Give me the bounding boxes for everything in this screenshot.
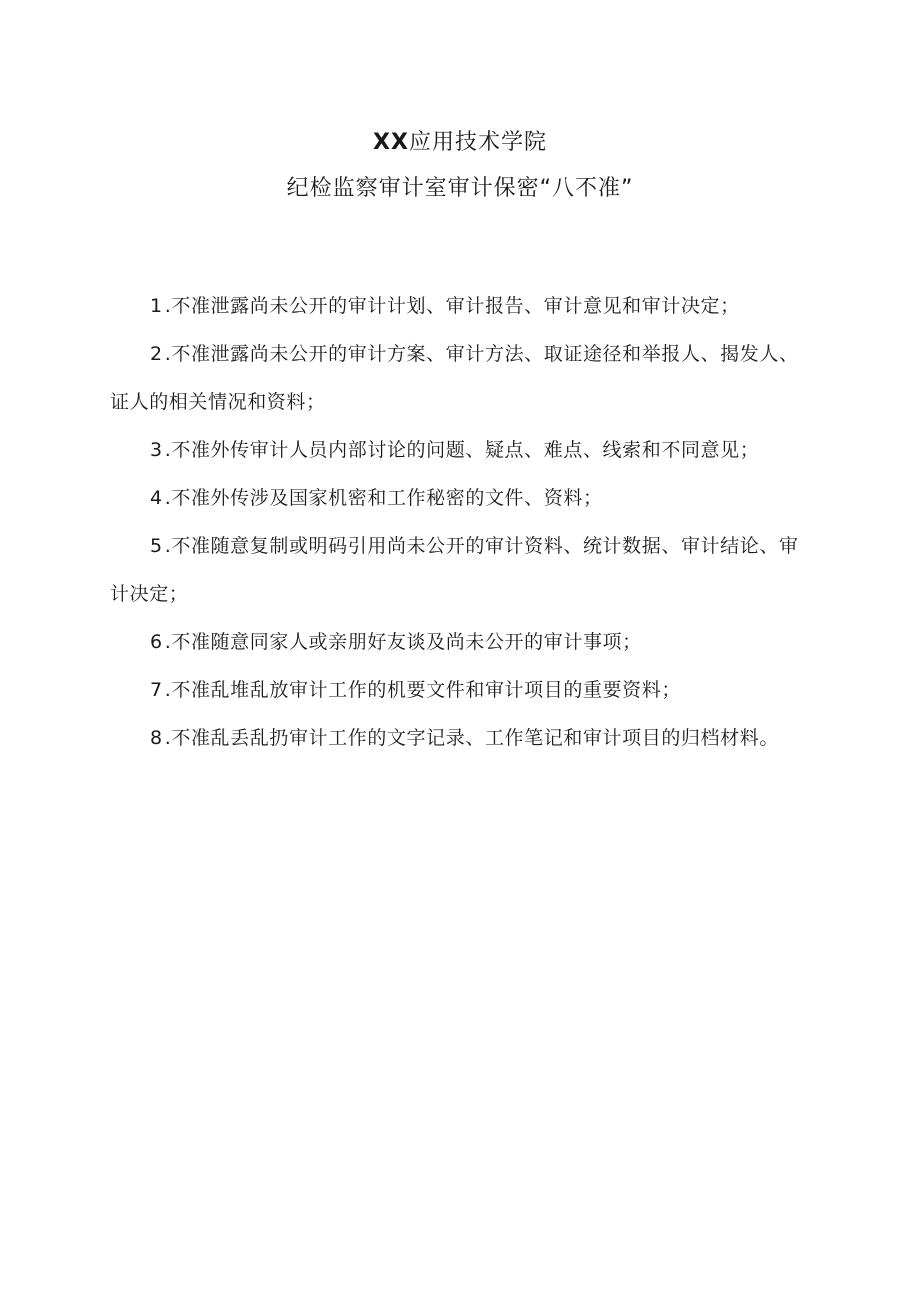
title-rest: 应用技术学院 — [408, 130, 547, 155]
rule-number: 8 — [150, 727, 163, 749]
rule-text: .不准乱丢乱扔审计工作的文字记录、工作笔记和审计项目的归档材料。 — [164, 727, 779, 749]
rule-item-5 — [110, 522, 810, 618]
rule-text: .不准外传涉及国家机密和工作秘密的文件、资料； — [164, 487, 603, 509]
rule-number: 3 — [150, 439, 163, 461]
rule-item-4 — [110, 474, 810, 522]
rule-item-2 — [110, 330, 810, 426]
rule-number: 4 — [150, 487, 163, 509]
rule-item-3 — [110, 426, 810, 474]
rule-number: 6 — [150, 631, 163, 653]
title-prefix: XX — [373, 130, 409, 155]
rule-number: 1 — [150, 295, 163, 317]
rule-text: .不准随意同家人或亲朋好友谈及尚未公开的审计事项； — [164, 631, 642, 653]
rule-text: .不准泄露尚未公开的审计计划、审计报告、审计意见和审计决定； — [164, 295, 740, 317]
document-title — [0, 132, 920, 154]
title-block — [0, 132, 920, 200]
rule-item-6 — [110, 618, 810, 666]
rule-item-8 — [110, 714, 810, 762]
rule-item-1 — [110, 282, 810, 330]
rule-number: 2 — [150, 343, 163, 365]
rule-text: .不准泄露尚未公开的审计方案、审计方法、取证途径和举报人、揭发人、证人的相关情况和资料； — [110, 343, 799, 413]
rule-text: .不准随意复制或明码引用尚未公开的审计资料、统计数据、审计结论、审计决定； — [110, 535, 799, 605]
document-subtitle: 纪检监察审计室审计保密“八不准” — [286, 176, 634, 201]
rules-list — [110, 282, 810, 762]
rule-number: 5 — [150, 535, 163, 557]
rule-text: .不准乱堆乱放审计工作的机要文件和审计项目的重要资料； — [164, 679, 681, 701]
rule-item-7 — [110, 666, 810, 714]
rule-text: .不准外传审计人员内部讨论的问题、疑点、难点、线索和不同意见； — [164, 439, 760, 461]
rule-number: 7 — [150, 679, 163, 701]
